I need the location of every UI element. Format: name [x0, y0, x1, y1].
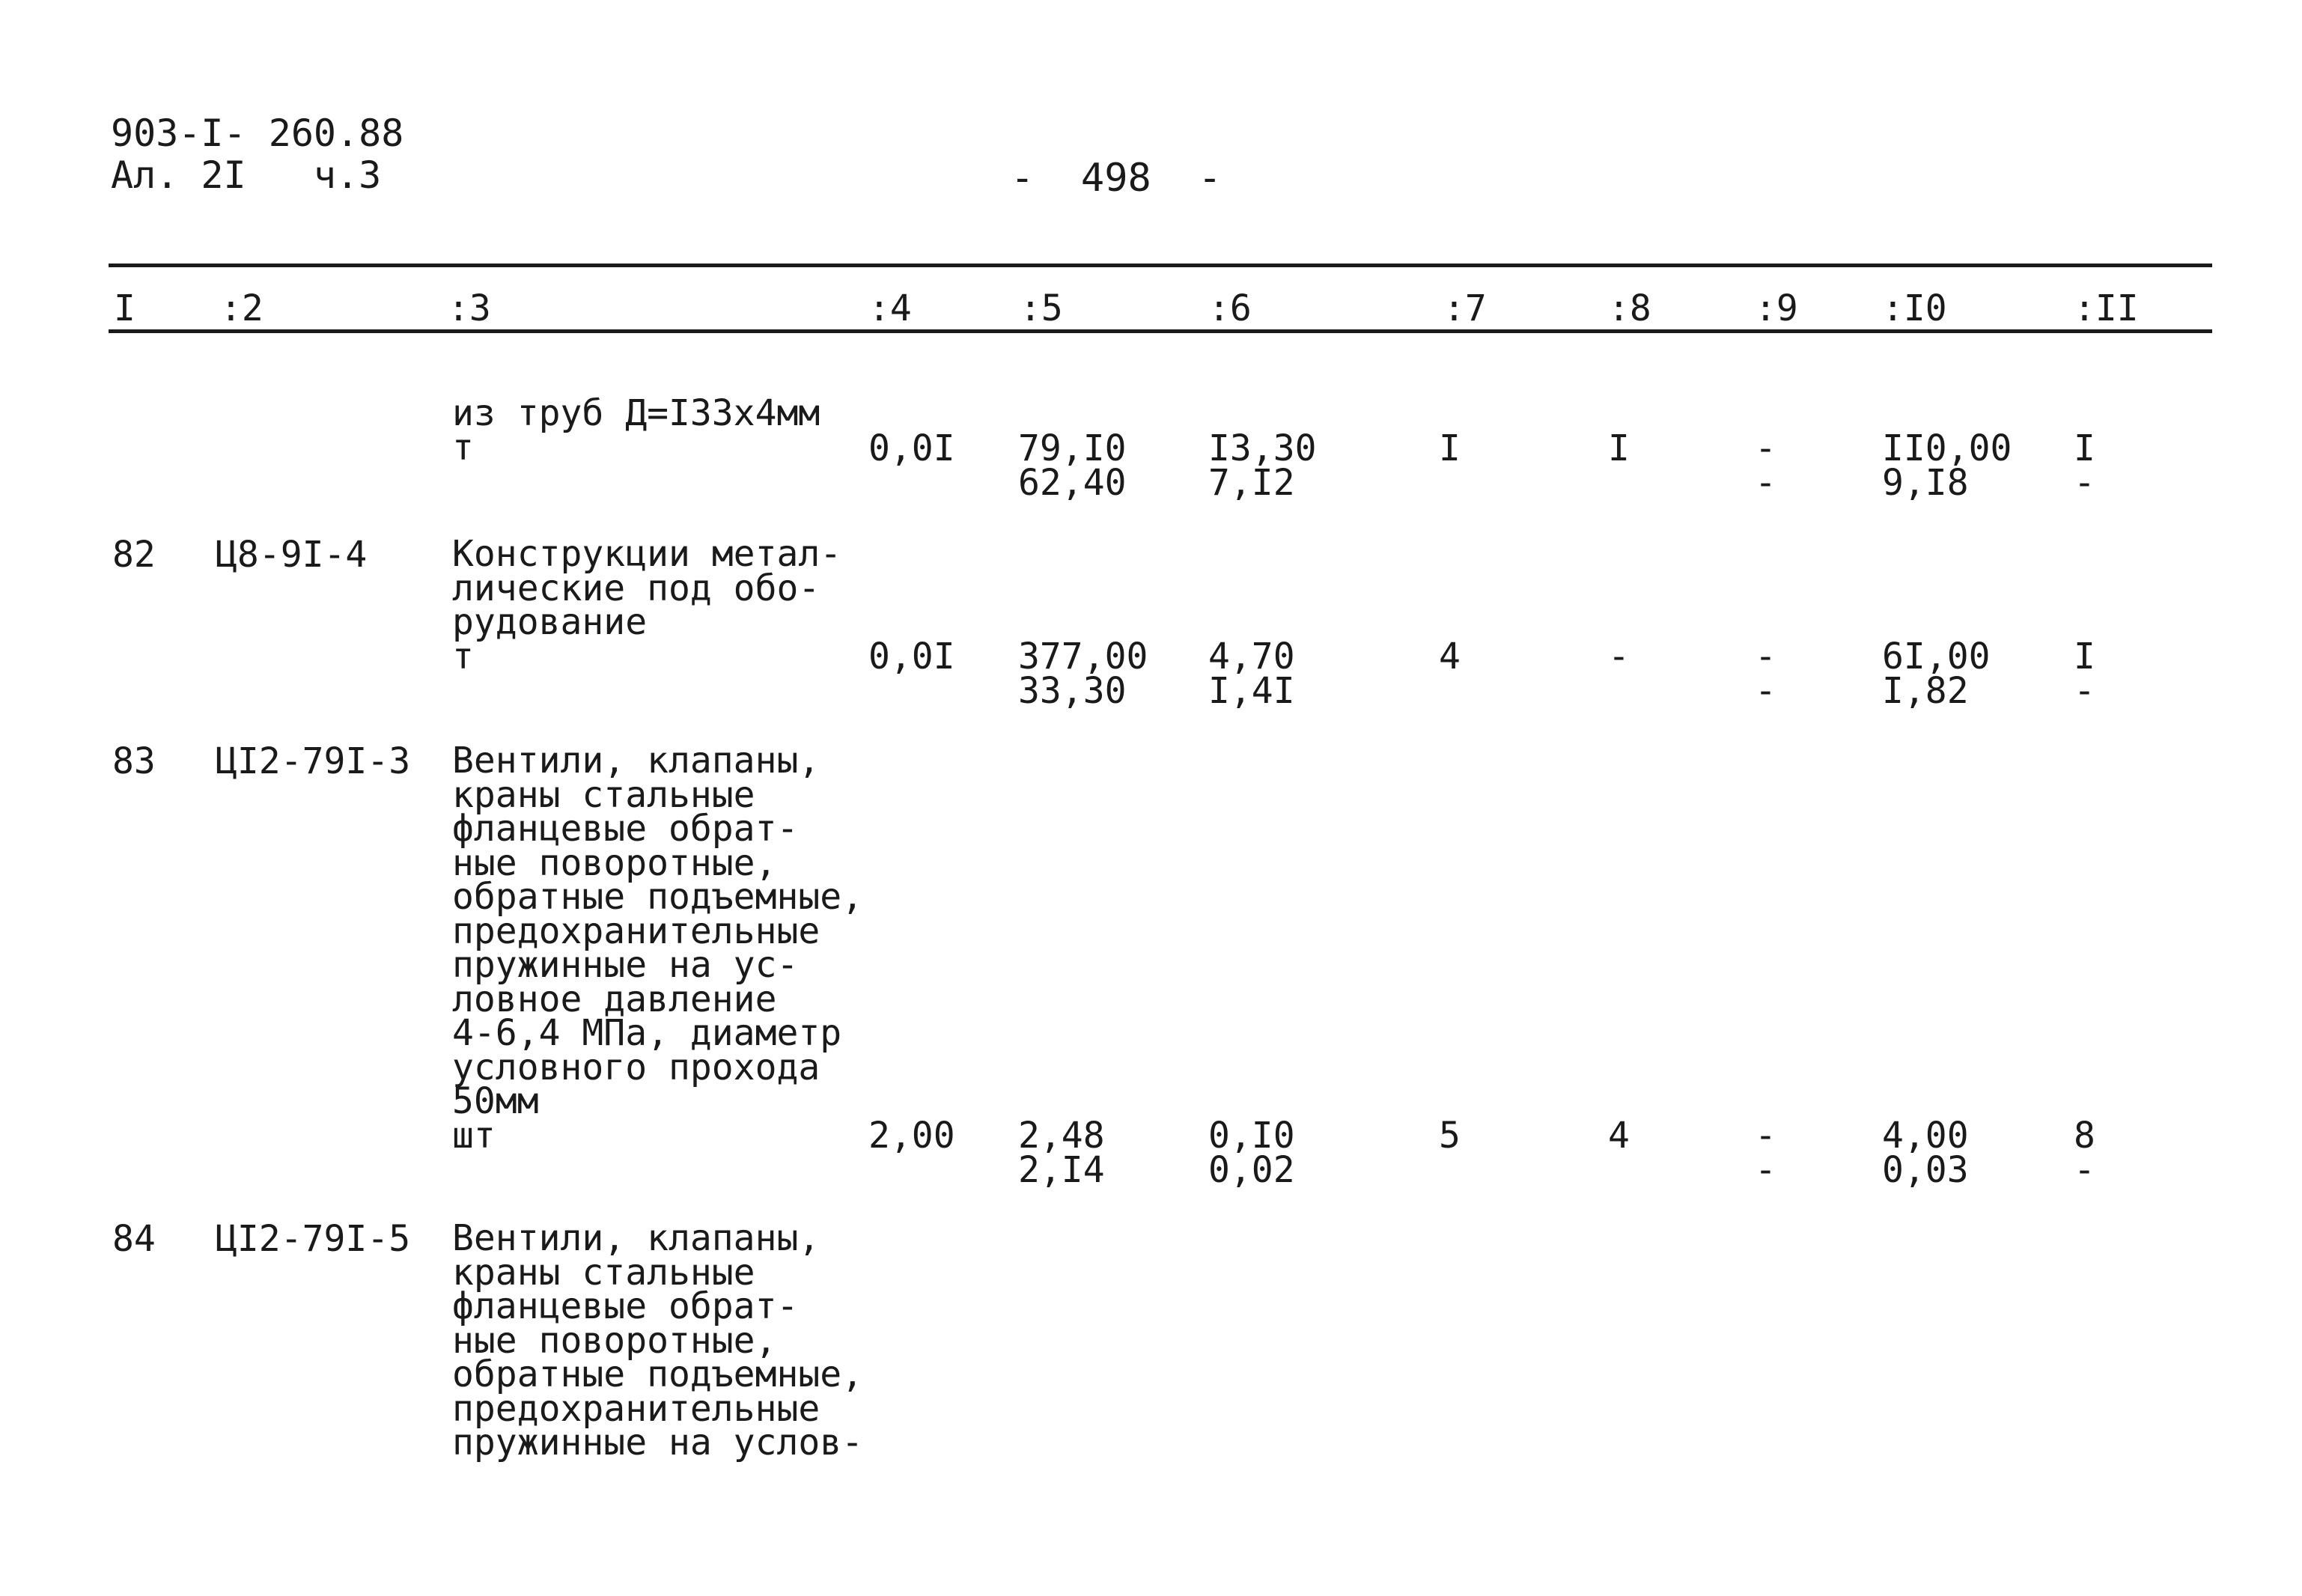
row-col10: 4,00 0,03 — [1882, 1115, 1969, 1191]
col-header-11: :II — [2074, 287, 2139, 329]
row-col11: I - — [2074, 427, 2095, 504]
row-col6: 4,70 I,4I — [1208, 636, 1295, 712]
row-col8: 4 — [1608, 1115, 1630, 1157]
col-header-8: :8 — [1608, 287, 1651, 329]
row-col7: I — [1439, 427, 1461, 469]
row-col10: 6I,00 I,82 — [1882, 636, 1991, 712]
row-col11: 8 - — [2074, 1115, 2095, 1191]
row-col8: - — [1608, 636, 1630, 677]
row-col4: 0,0I — [868, 427, 955, 469]
table-top-rule — [109, 264, 2212, 267]
row-col5: 79,I0 62,40 — [1018, 427, 1127, 504]
row-description: Вентили, клапаны, краны стальные фланцевые обрат- ные поворотные, обратные подъемные, предохранительные пружинные на ус- ловное давление 4-6,4 МПа, диаметр условного прохода 50мм шт — [452, 740, 864, 1157]
row-col8: I — [1608, 427, 1630, 469]
row-col11: I - — [2074, 636, 2095, 712]
col-header-4: :4 — [868, 287, 912, 329]
row-number: 82 — [112, 534, 156, 576]
col-header-9: :9 — [1755, 287, 1798, 329]
col-header-1: I — [114, 287, 135, 329]
row-col5: 2,48 2,I4 — [1018, 1115, 1105, 1191]
row-col5: 377,00 33,30 — [1018, 636, 1148, 712]
row-number: 84 — [112, 1218, 156, 1260]
row-code: ЦI2-79I-5 — [216, 1218, 411, 1260]
row-code: ЦI2-79I-3 — [216, 740, 411, 782]
table-header-rule — [109, 329, 2212, 333]
col-header-5: :5 — [1020, 287, 1063, 329]
row-description: из труб Д=I33х4мм т — [452, 392, 820, 469]
document-code-line1: 903-I- 260.88 — [111, 112, 404, 155]
row-col9: - - — [1755, 427, 1776, 504]
row-description: Конструкции метал- лические под обо- рудование т — [452, 533, 842, 677]
page-number: - 498 - — [1011, 156, 1222, 201]
row-col7: 5 — [1439, 1115, 1461, 1157]
row-col9: - - — [1755, 636, 1776, 712]
row-description: Вентили, клапаны, краны стальные фланцевые обрат- ные поворотные, обратные подъемные, предохранительные пружинные на услов- — [452, 1217, 864, 1463]
row-col4: 0,0I — [868, 636, 955, 677]
col-header-3: :3 — [448, 287, 491, 329]
document-code — [111, 112, 404, 196]
row-col4: 2,00 — [868, 1115, 955, 1157]
document-code-line2: Ал. 2I ч.3 — [111, 153, 382, 197]
row-code: Ц8-9I-4 — [216, 534, 368, 576]
col-header-6: :6 — [1208, 287, 1252, 329]
row-col10: II0,00 9,I8 — [1882, 427, 2012, 504]
row-number: 83 — [112, 740, 156, 782]
row-col9: - - — [1755, 1115, 1776, 1191]
col-header-2: :2 — [220, 287, 264, 329]
row-col6: 0,I0 0,02 — [1208, 1115, 1295, 1191]
row-col7: 4 — [1439, 636, 1461, 677]
row-col6: I3,30 7,I2 — [1208, 427, 1317, 504]
col-header-7: :7 — [1443, 287, 1487, 329]
col-header-10: :I0 — [1882, 287, 1947, 329]
